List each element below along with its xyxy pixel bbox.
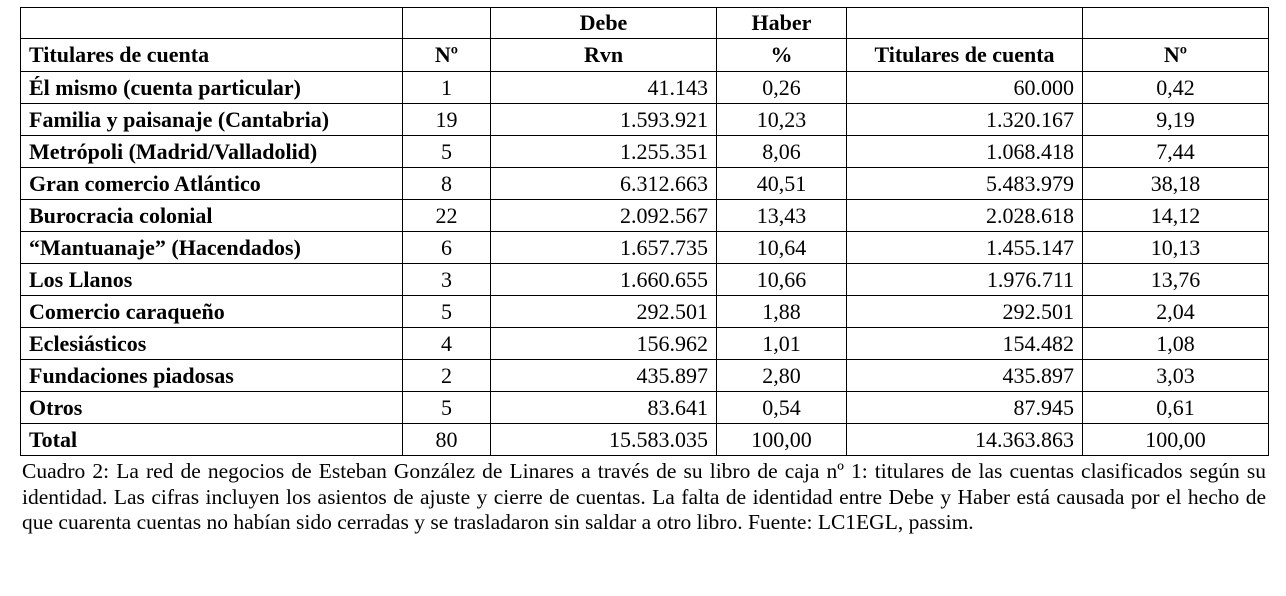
value-cell: 2.092.567 [491, 200, 717, 232]
header-cell [403, 8, 491, 39]
value-cell: 5.483.979 [847, 168, 1083, 200]
table-row [21, 296, 1269, 328]
value-cell: 156.962 [491, 328, 717, 360]
row-label-cell: Fundaciones piadosas [21, 360, 403, 392]
table-row [21, 168, 1269, 200]
value-cell: 8,06 [717, 136, 847, 168]
value-cell: 1,88 [717, 296, 847, 328]
value-cell: 1.593.921 [491, 104, 717, 136]
value-cell: 6.312.663 [491, 168, 717, 200]
value-cell: 1,08 [1083, 328, 1269, 360]
table-row [21, 136, 1269, 168]
value-cell: 1.976.711 [847, 264, 1083, 296]
value-cell: 10,13 [1083, 232, 1269, 264]
value-cell: 292.501 [491, 296, 717, 328]
value-cell: 8 [403, 168, 491, 200]
table-row [21, 264, 1269, 296]
value-cell: 1.255.351 [491, 136, 717, 168]
value-cell: 19 [403, 104, 491, 136]
value-cell: 22 [403, 200, 491, 232]
table-row [21, 232, 1269, 264]
row-label-cell: Otros [21, 392, 403, 424]
row-label-cell: Burocracia colonial [21, 200, 403, 232]
value-cell: 2,04 [1083, 296, 1269, 328]
header-numero-2: Nº [1083, 39, 1269, 72]
row-label-cell: Comercio caraqueño [21, 296, 403, 328]
value-cell: 80 [403, 424, 491, 456]
value-cell: 1 [403, 72, 491, 104]
table-row [21, 328, 1269, 360]
value-cell: 100,00 [1083, 424, 1269, 456]
value-cell: 40,51 [717, 168, 847, 200]
value-cell: 2.028.618 [847, 200, 1083, 232]
value-cell: 10,23 [717, 104, 847, 136]
row-label-cell: Los Llanos [21, 264, 403, 296]
header-cell [1083, 8, 1269, 39]
value-cell: 0,54 [717, 392, 847, 424]
header-cell [847, 8, 1083, 39]
table-row [21, 200, 1269, 232]
row-label-cell: “Mantuanaje” (Hacendados) [21, 232, 403, 264]
value-cell: 1.455.147 [847, 232, 1083, 264]
table-row [21, 424, 1269, 456]
table-body [21, 8, 1269, 456]
header-titulares: Titulares de cuenta [21, 39, 403, 72]
value-cell: 6 [403, 232, 491, 264]
value-cell: 1.657.735 [491, 232, 717, 264]
value-cell: 100,00 [717, 424, 847, 456]
value-cell: 7,44 [1083, 136, 1269, 168]
value-cell: 5 [403, 296, 491, 328]
table-row [21, 392, 1269, 424]
value-cell: 5 [403, 136, 491, 168]
value-cell: 1.068.418 [847, 136, 1083, 168]
table-row [21, 72, 1269, 104]
value-cell: 14.363.863 [847, 424, 1083, 456]
value-cell: 3,03 [1083, 360, 1269, 392]
value-cell: 4 [403, 328, 491, 360]
accounts-table [20, 7, 1269, 456]
table-caption: Cuadro 2: La red de negocios de Esteban González de Linares a través de su libro de caja nº 1: titulares de las cuentas clasificados según su identidad. Las cifras incluyen los asientos de ajuste y cierre de cuentas. La falta de identidad entre Debe y Haber está causada por el hecho de que cuarenta cuentas no habían sido cerradas y se trasladaron sin saldar a otro libro. Fuente: LC1EGL, passim. [22, 459, 1266, 534]
value-cell: 0,61 [1083, 392, 1269, 424]
header-cell [21, 8, 403, 39]
value-cell: 13,76 [1083, 264, 1269, 296]
value-cell: 38,18 [1083, 168, 1269, 200]
header-row-columns [21, 39, 1269, 72]
value-cell: 41.143 [491, 72, 717, 104]
value-cell: 60.000 [847, 72, 1083, 104]
value-cell: 14,12 [1083, 200, 1269, 232]
header-row-group [21, 8, 1269, 39]
table-row [21, 360, 1269, 392]
row-label-cell: Familia y paisanaje (Cantabria) [21, 104, 403, 136]
header-titulares-2: Titulares de cuenta [847, 39, 1083, 72]
value-cell: 0,42 [1083, 72, 1269, 104]
value-cell: 1,01 [717, 328, 847, 360]
header-numero: Nº [403, 39, 491, 72]
row-label-cell: Metrópoli (Madrid/Valladolid) [21, 136, 403, 168]
value-cell: 435.897 [491, 360, 717, 392]
value-cell: 10,64 [717, 232, 847, 264]
value-cell: 435.897 [847, 360, 1083, 392]
table-row [21, 104, 1269, 136]
value-cell: 9,19 [1083, 104, 1269, 136]
value-cell: 15.583.035 [491, 424, 717, 456]
value-cell: 87.945 [847, 392, 1083, 424]
value-cell: 154.482 [847, 328, 1083, 360]
value-cell: 13,43 [717, 200, 847, 232]
row-label-cell: Gran comercio Atlántico [21, 168, 403, 200]
value-cell: 2,80 [717, 360, 847, 392]
value-cell: 0,26 [717, 72, 847, 104]
document [20, 7, 1268, 536]
row-label-cell: Total [21, 424, 403, 456]
value-cell: 2 [403, 360, 491, 392]
value-cell: 5 [403, 392, 491, 424]
row-label-cell: Eclesiásticos [21, 328, 403, 360]
header-cell-debe: Debe [491, 8, 717, 39]
row-label-cell: Él mismo (cuenta particular) [21, 72, 403, 104]
value-cell: 292.501 [847, 296, 1083, 328]
header-percent: % [717, 39, 847, 72]
value-cell: 83.641 [491, 392, 717, 424]
header-cell-haber: Haber [717, 8, 847, 39]
value-cell: 1.660.655 [491, 264, 717, 296]
value-cell: 3 [403, 264, 491, 296]
value-cell: 10,66 [717, 264, 847, 296]
header-rvn: Rvn [491, 39, 717, 72]
value-cell: 1.320.167 [847, 104, 1083, 136]
